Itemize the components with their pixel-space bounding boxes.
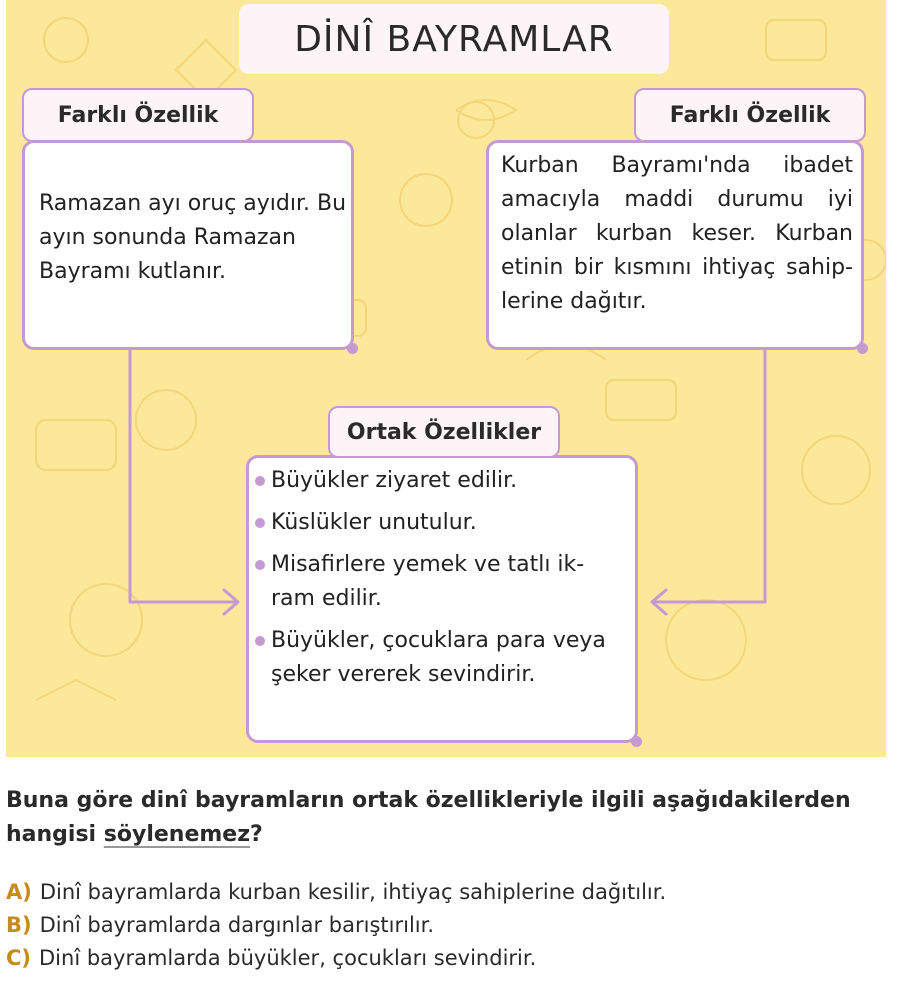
- list-item: Misafirlere yemek ve tatlı ik-ram edilir.: [255, 548, 625, 616]
- option-text: Dinî bayramlarda dargınlar barıştırılır.: [39, 913, 435, 937]
- list-item: Büyükler, çocuklara para veya şeker vererek sevindirir.: [255, 624, 625, 692]
- card-corner-dot: [857, 343, 868, 354]
- right-feature-card: [486, 140, 864, 350]
- left-feature-tag: Farklı Özellik: [22, 88, 254, 142]
- common-features-card: [246, 455, 638, 743]
- question-part1: Buna göre dinî bayramların ortak özellikleriyle ilgili aşağıdakilerden hangisi: [6, 788, 851, 847]
- option-b[interactable]: [6, 909, 886, 942]
- page-title: DİNÎ BAYRAMLAR: [239, 4, 669, 74]
- infographic-panel: [6, 0, 886, 757]
- option-c[interactable]: [6, 942, 886, 975]
- option-a[interactable]: [6, 876, 886, 909]
- right-feature-tag: Farklı Özellik: [634, 88, 866, 142]
- list-item: Büyükler ziyaret edilir.: [255, 464, 625, 498]
- option-text: Dinî bayramlarda kurban kesilir, ihtiyaç sahiplerine dağıtılır.: [39, 880, 667, 904]
- card-corner-dot: [347, 343, 358, 354]
- left-connector-line: [130, 350, 236, 602]
- question-part2: ?: [250, 822, 263, 847]
- option-letter: B): [6, 913, 32, 937]
- option-letter: C): [6, 946, 32, 970]
- card-corner-dot: [631, 736, 642, 747]
- question-emphasis: söylenemez: [103, 822, 251, 847]
- question-text: [6, 784, 886, 852]
- right-connector-line: [654, 350, 765, 602]
- option-text: Dinî bayramlarda büyükler, çocukları sevindirir.: [39, 946, 537, 970]
- left-feature-card: [22, 140, 354, 350]
- answer-options: [6, 876, 886, 975]
- list-item: Küslükler unutulur.: [255, 506, 625, 540]
- kurban-feature-text: Kurban Bayramı'nda ibadet amacıyla maddi durumu iyi olanlar kurban keser. Kurban etinin bir kısmını ihtiyaç sahip-lerine dağıtır.: [501, 153, 853, 314]
- ramazan-feature-text: Ramazan ayı oruç ayıdır. Bu ayın sonunda Ramazan Bayramı kutlanır.: [39, 191, 347, 284]
- common-features-list: [255, 464, 625, 700]
- common-features-tag: Ortak Özellikler: [328, 406, 560, 458]
- option-letter: A): [6, 880, 32, 904]
